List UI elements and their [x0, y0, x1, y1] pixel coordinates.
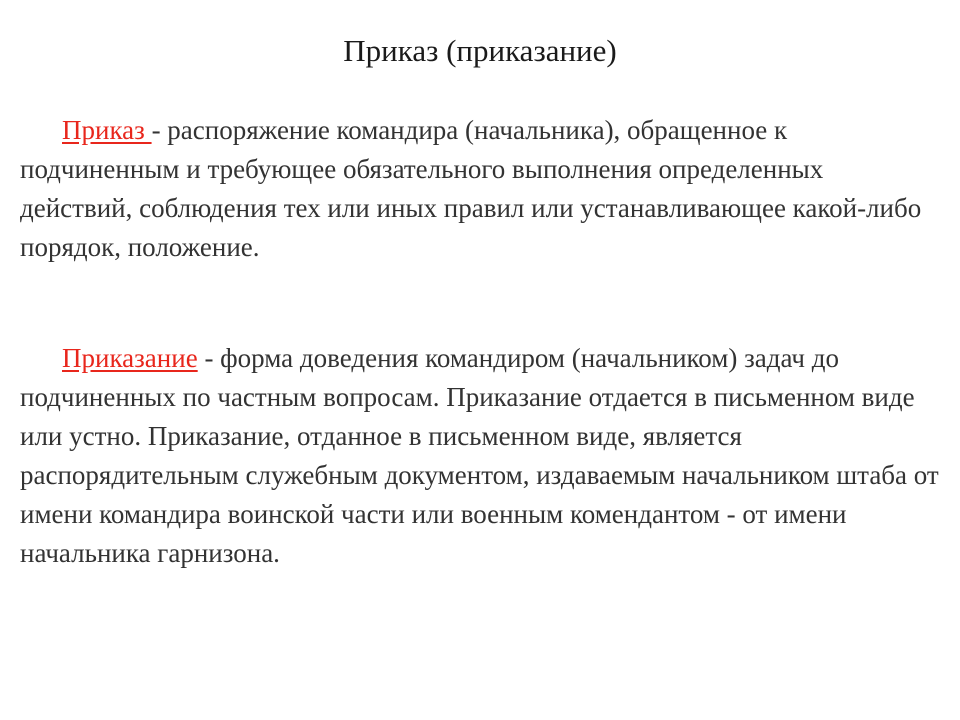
definition-text-prikaz: - распоряжение командира (начальника), обращенное к подчиненным и требующее обязательного выполнения определенных действий, соблюдения тех или иных правил или устанавливающее какой-либо порядок, положение. [20, 115, 922, 262]
definition-text-prikazanie: - форма доведения командиром (начальником) задач до подчиненных по частным вопросам. Приказание отдается в письменном виде или устно. Приказание, отданное в письменном виде, является распорядительным служебным документом, издаваемым начальником штаба от имени командира воинской части или военным комендантом - от имени начальника гарнизона. [20, 343, 939, 568]
slide-title: Приказ (приказание) [343, 33, 617, 68]
term-link-prikazanie[interactable]: Приказание [62, 343, 198, 373]
definition-paragraph-prikaz [20, 111, 942, 267]
term-link-prikaz[interactable]: Приказ [62, 115, 152, 145]
definition-paragraph-prikazanie [20, 339, 942, 573]
